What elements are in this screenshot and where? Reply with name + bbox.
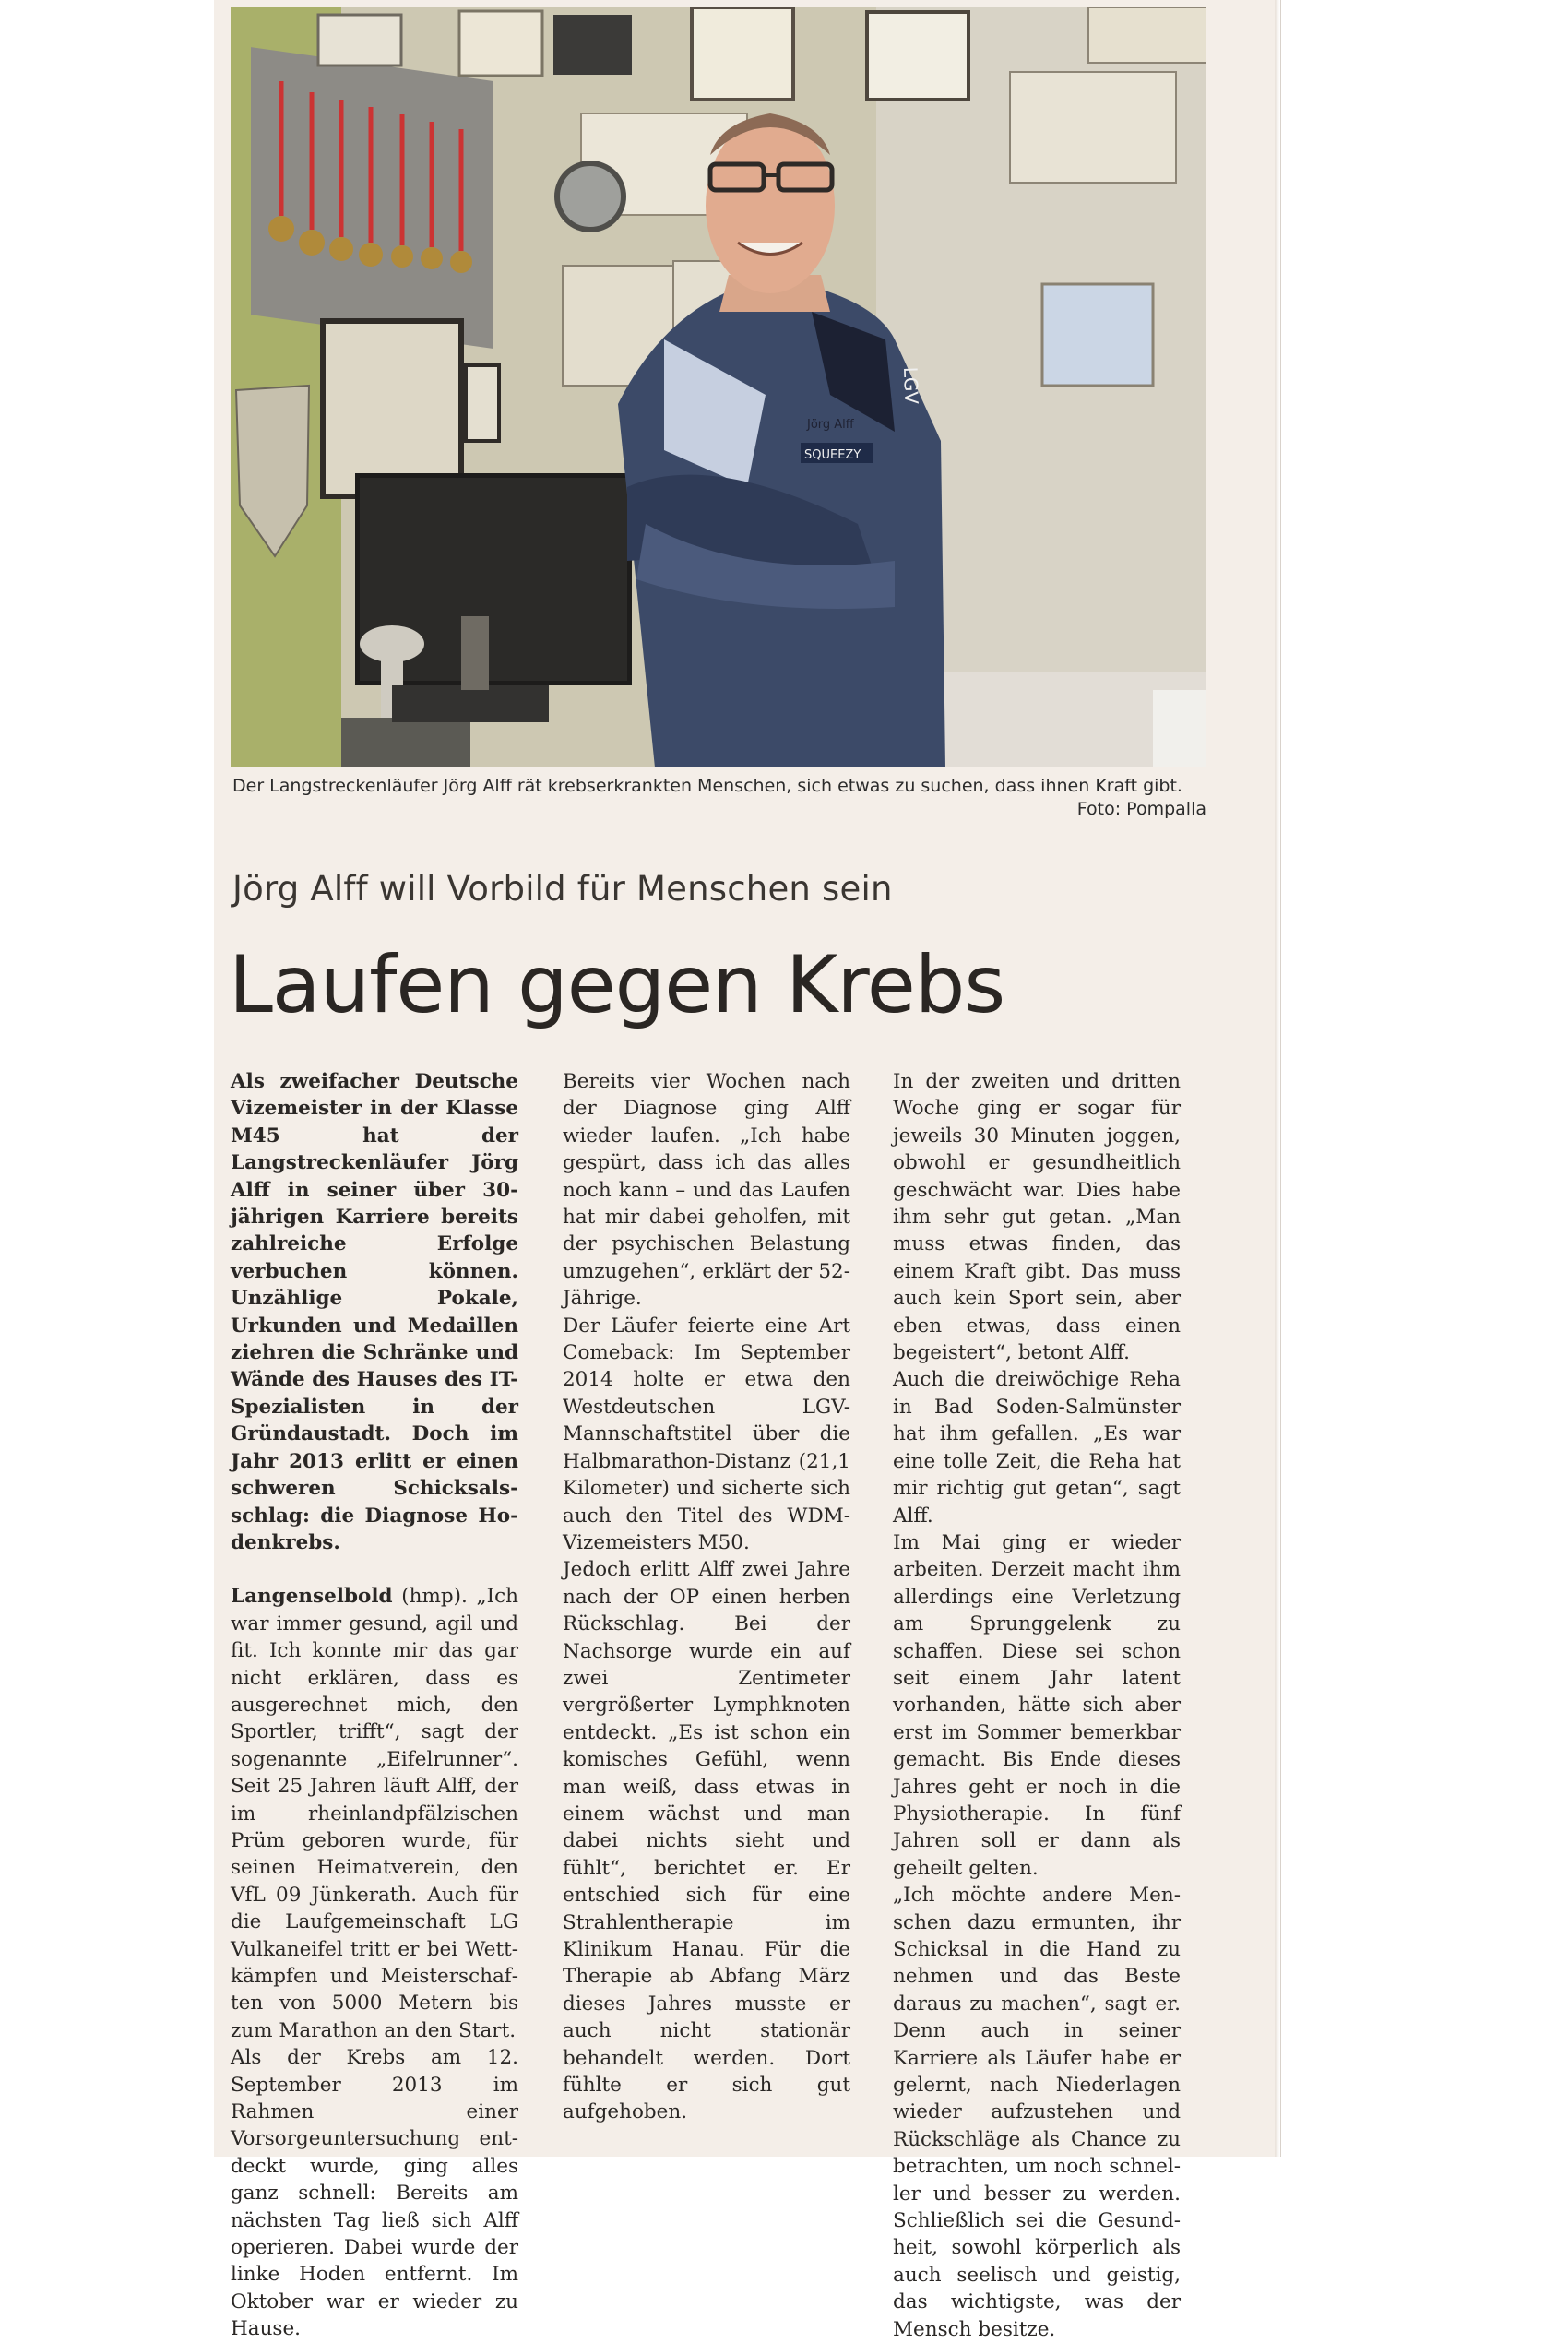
article-paragraph: Langenselbold (hmp). „Ich war immer gesund, agil und fit. Ich konnte mir das gar nicht erklären, dass es ausgerechnet mich, den Sportler, trifft“, sagt der sogenannte „Eifelrunner“. Seit 25 Jahren läuft Alff, der im rheinlandpfälzischen Prüm geboren wurde, für seinen Heimatverein, den VfL 09 Jünkerath. Auch für die Laufgemeinschaft LG Vulkaneifel tritt er bei Wettkämpfen und Meisterschaften von 5000 Metern bis zum Marathon an den Start. <box>231 1585 518 2042</box>
article-lead: Als zweifacher Deutsche Vizemeister in der Klasse M45 hat der Langstreckenläufer Jörg Alff in seiner über 30-jährigen Karriere bereits zahlreiche Erfolge verbuchen können. Unzählige Pokale, Urkunden und Medaillen ziehren die Schränke und Wände des Hauses des IT-Spezialisten in der Gründaustadt. Doch im Jahr 2013 erlitt er einen schweren Schicksalsschlag: die Diagnose Hodenkrebs. <box>231 1070 518 1554</box>
article-column-1 <box>231 1068 518 2343</box>
paper-edge <box>1275 0 1280 2157</box>
photo-caption: Der Langstreckenläufer Jörg Alff rät krebserkrankten Menschen, sich etwas zu suchen, dass ihnen Kraft gibt. <box>232 776 1182 796</box>
medal-board <box>251 47 493 349</box>
article-paragraph: Bereits vier Wochen nach der Diagnose ging Alff wieder laufen. „Ich habe gespürt, dass ich das alles noch kann – und das Laufen hat mir dabei geholfen, mit der psychischen Belastung umzugehen“, erklärt der 52-Jährige. <box>563 1070 850 1311</box>
photo-credit: Foto: Pompalla <box>1076 799 1206 819</box>
article-headline: Laufen gegen Krebs <box>229 939 1005 1031</box>
article-column-2 <box>563 1068 850 2126</box>
article-dateline: Langenselbold <box>231 1585 393 1609</box>
article-kicker: Jörg Alff will Vorbild für Menschen sein <box>232 869 893 909</box>
article-photo <box>231 7 1206 767</box>
jacket-sponsor: SQUEEZY <box>804 448 861 462</box>
article-paragraph: In der zweiten und dritten Woche ging er sogar für jeweils 30 Minuten joggen, obwohl er gesundheitlich geschwächt war. Dies habe ihm sehr gut getan. „Man muss etwas finden, das einem Kraft gibt. Das muss auch kein Sport sein, aber eben etwas, dass einen begeistert“, betont Alff. <box>893 1070 1181 1365</box>
article-paragraph: Jedoch erlitt Alff zwei Jahre nach der OP einen herben Rückschlag. Bei der Nachsorge wurde ein auf zwei Zentimeter vergrößerter Lymphknoten entdeckt. „Es ist schon ein komisches Gefühl, wenn man weiß, dass etwas in einem wächst und man dabei nichts sieht und fühlt“, berichtet er. Er entschied sich für eine Strahlentherapie im Klinikum Hanau. Für die Therapie ab Abfang März dieses Jahres musste er auch nicht stationär behandelt werden. Dort fühlte er sich gut aufgehoben. <box>563 1558 850 2124</box>
jacket-badge-name: Jörg Alff <box>807 418 854 432</box>
article-paragraph: Als der Krebs am 12. September 2013 im Rahmen einer Vorsorgeuntersuchung entdeckt wurde, ging alles ganz schnell: Bereits am nächsten Tag ließ sich Alff operieren. Dabei wurde der linke Hoden entfernt. Im Oktober war er wieder zu Hause. <box>231 2046 518 2341</box>
article-paragraph: Im Mai ging er wieder arbeiten. Derzeit macht ihm allerdings eine Verletzung am Sprunggelenk zu schaffen. Diese sei schon seit einem Jahr latent vorhanden, hätte sich aber erst im Sommer bemerkbar gemacht. Bis Ende dieses Jahres geht er noch in die Physiotherapie. In fünf Jahren soll er dann als geheilt gelten. <box>893 1530 1181 1880</box>
jacket-lettering: LGV <box>899 366 923 405</box>
article-paragraph: Der Läufer feierte eine Art Comeback: Im September 2014 holte er etwa den Westdeutschen LGV-Mannschaftstitel über die Halbmarathon-Distanz (21,1 Kilometer) und sicherte sich auch den Titel des WDM-Vizemeisters M50. <box>563 1314 850 1554</box>
article-column-3 <box>893 1068 1181 2343</box>
article-paragraph: „Ich möchte andere Menschen dazu ermunten, ihr Schicksal in die Hand zu nehmen und das Beste daraus zu machen“, sagt er. Denn auch in seiner Karriere als Läufer habe er gelernt, nach Niederlagen wieder aufzustehen und Rückschläge als Chance zu betrachten, um noch schneller und besser zu werden. Schließlich sei die Gesundheit, sowohl körperlich als auch seelisch und geistig, das wichtigste, was der Mensch besitze. <box>893 1884 1181 2341</box>
article-paragraph: Auch die dreiwöchige Reha in Bad Soden-Salmünster hat ihm gefallen. „Es war eine tolle Zeit, die Reha hat mir richtig gut getan“, sagt Alff. <box>893 1368 1181 1528</box>
